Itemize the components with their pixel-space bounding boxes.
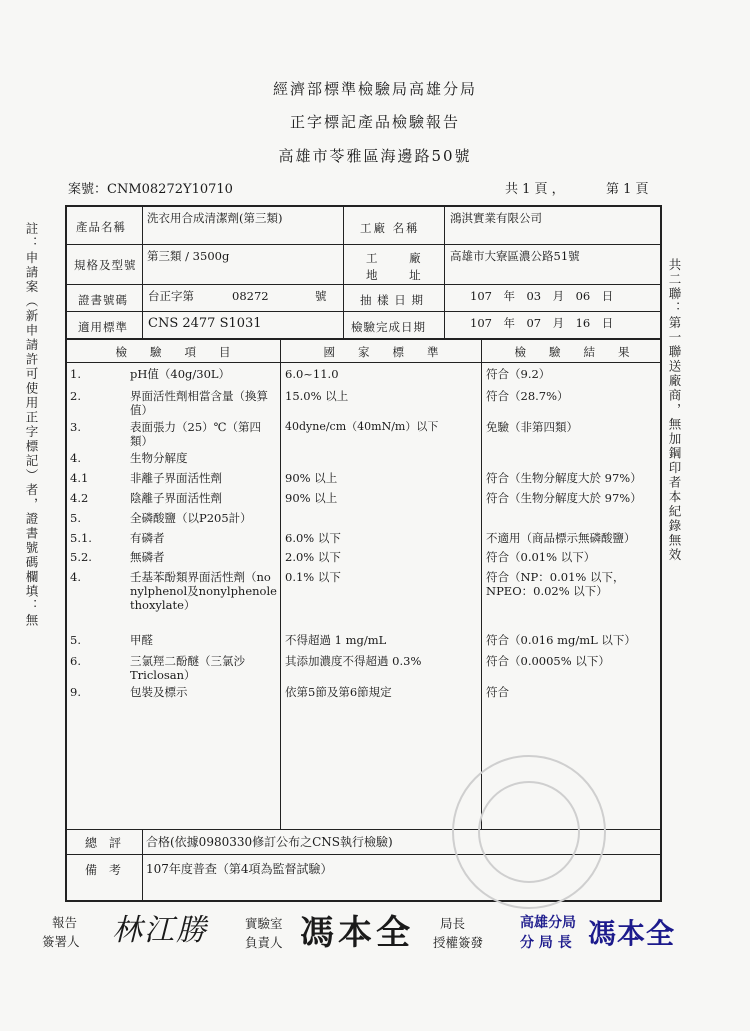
row-item: 三氯羥二酚醚（三氯沙Triclosan）	[130, 654, 245, 682]
embossed-seal-inner	[478, 781, 580, 883]
row-result: 符合	[486, 685, 509, 699]
row-number: 4.1	[70, 471, 89, 485]
row-standard: 不得超過 1 mg/mL	[285, 633, 387, 647]
row-result: 符合（9.2）	[486, 367, 551, 381]
row-number: 5.2.	[70, 550, 92, 564]
lab-manager-stamp: 馮本全	[300, 913, 414, 953]
divider	[65, 244, 662, 245]
row-standard: 90% 以上	[285, 471, 338, 485]
spec-value: 第三類 / 3500g	[147, 249, 230, 263]
cert-label: 證書號碼	[78, 293, 128, 307]
reporter-signature: 林江勝	[112, 913, 208, 948]
row-number: 2.	[70, 389, 81, 403]
page-current: 第 1 頁	[606, 182, 649, 197]
row-result: 符合（生物分解度大於 97%）	[486, 491, 642, 505]
row-number: 6.	[70, 654, 81, 668]
cert-suffix: 號	[315, 289, 327, 303]
bureau-title: 經濟部標準檢驗局高雄分局	[272, 80, 477, 98]
remarks-value: 107年度普查（第4項為監督試驗）	[146, 862, 333, 876]
divider	[65, 311, 662, 312]
row-number: 5.	[70, 633, 81, 647]
row-result: 符合（0.01% 以下）	[486, 550, 596, 564]
item-header: 檢 驗 項 目	[115, 345, 231, 359]
lab-label: 負責人	[245, 935, 283, 950]
bureau-address: 高雄市苓雅區海邊路50號	[278, 147, 472, 165]
row-number: 5.	[70, 511, 81, 525]
director-label: 局長	[440, 916, 466, 931]
reporter-label: 簽署人	[42, 934, 80, 949]
row-standard: 15.0% 以上	[285, 389, 349, 403]
director-stamp-line: 高雄分局	[520, 915, 576, 931]
row-item: 壬基苯酚類界面活性劑（nonylphenol及nonylphenolethoxylate）	[130, 570, 277, 612]
row-result: 符合（0.0005% 以下）	[486, 654, 610, 668]
page-total: 共 1 頁 ，	[505, 182, 565, 197]
factory-name-label: 工廠 名稱	[360, 221, 420, 235]
director-stamp-line: 分 局 長	[520, 935, 572, 951]
row-result: 符合（NP：0.01% 以下，NPEO：0.02% 以下）	[486, 570, 625, 598]
row-item: 生物分解度	[130, 451, 188, 465]
row-item: 表面張力（25）℃（第四類）	[130, 420, 261, 448]
row-result: 符合（生物分解度大於 97%）	[486, 471, 642, 485]
director-stamp-name: 馮本全	[588, 917, 676, 950]
finish-date-value: 107 年 07 月 16 日	[470, 316, 614, 330]
row-item: 非離子界面活性劑	[130, 471, 222, 485]
divider	[142, 829, 143, 902]
sample-date-label: 抽 樣 日 期	[360, 293, 424, 307]
divider	[65, 338, 662, 340]
divider	[142, 205, 143, 339]
row-number: 9.	[70, 685, 81, 699]
result-header: 檢 驗 結 果	[514, 345, 630, 359]
row-number: 4.	[70, 570, 81, 584]
factory-address-value: 高雄市大寮區濃公路51號	[450, 249, 580, 263]
row-number: 1.	[70, 367, 81, 381]
row-standard: 依第5節及第6節規定	[285, 685, 392, 699]
finish-date-label: 檢驗完成日期	[351, 320, 426, 334]
row-item: 全磷酸鹽（以P205計）	[130, 511, 252, 525]
row-standard: 40dyne/cm（40mN/m）以下	[285, 420, 439, 433]
product-name-label: 產品名稱	[76, 220, 126, 234]
row-number: 5.1.	[70, 531, 92, 545]
divider	[343, 205, 344, 339]
row-result: 免驗（非第四類）	[486, 420, 578, 434]
standard-label: 適用標準	[78, 320, 128, 334]
divider	[481, 339, 482, 829]
row-item: 有磷者	[130, 531, 165, 545]
divider	[280, 339, 281, 829]
row-number: 3.	[70, 420, 81, 434]
row-standard: 2.0% 以下	[285, 550, 341, 564]
row-standard: 其添加濃度不得超過 0.3%	[285, 654, 422, 668]
divider	[444, 205, 445, 339]
row-number: 4.	[70, 451, 81, 465]
factory-address-label: 地 址	[366, 268, 435, 282]
row-number: 4.2	[70, 491, 89, 505]
row-item: pH值（40g/30L）	[130, 367, 231, 381]
summary-label: 總 評	[85, 836, 122, 850]
divider	[65, 362, 662, 363]
spec-label: 規格及型號	[74, 258, 137, 272]
factory-name-value: 鴻淇實業有限公司	[450, 211, 542, 225]
row-standard: 90% 以上	[285, 491, 338, 505]
row-standard: 6.0% 以下	[285, 531, 341, 545]
case-number: 案號：CNM08272Y10710	[68, 182, 233, 197]
row-result: 不適用（商品標示無磷酸鹽）	[486, 531, 636, 545]
divider	[65, 284, 662, 285]
report-title: 正字標記產品檢驗報告	[289, 113, 460, 131]
remarks-label: 備 考	[85, 863, 122, 877]
right-note: 共二聯：第一聯送廠商，無加鋼印者本紀錄無效	[667, 258, 682, 563]
reporter-label: 報告	[52, 915, 78, 930]
standard-value: CNS 2477 S1031	[148, 316, 262, 331]
row-item: 陰離子界面活性劑	[130, 491, 222, 505]
sample-date-value: 107 年 03 月 06 日	[470, 289, 614, 303]
row-result: 符合（0.016 mg/mL 以下）	[486, 633, 636, 647]
director-label: 授權簽發	[433, 935, 484, 950]
row-result: 符合（28.7%）	[486, 389, 569, 403]
row-item: 甲醛	[130, 633, 153, 647]
row-item: 無磷者	[130, 550, 165, 564]
factory-address-label: 工 廠	[366, 251, 435, 265]
cert-prefix: 台正字第	[148, 289, 194, 303]
row-item: 界面活性劑相當含量（換算值）	[130, 389, 268, 417]
summary-value: 合格(依據0980330修訂公布之CNS執行檢驗)	[146, 835, 393, 849]
row-standard: 0.1% 以下	[285, 570, 341, 584]
row-item: 包裝及標示	[130, 685, 188, 699]
product-name-value: 洗衣用合成清潔劑(第三類)	[147, 211, 283, 225]
lab-label: 實驗室	[245, 916, 283, 931]
left-note: 註：申請案（新申請許可使用正字標記）者，證書號碼欄填：無	[24, 222, 39, 628]
row-standard: 6.0~11.0	[285, 367, 339, 381]
standard-header: 國 家 標 準	[323, 345, 439, 359]
cert-number: 08272	[232, 289, 269, 303]
